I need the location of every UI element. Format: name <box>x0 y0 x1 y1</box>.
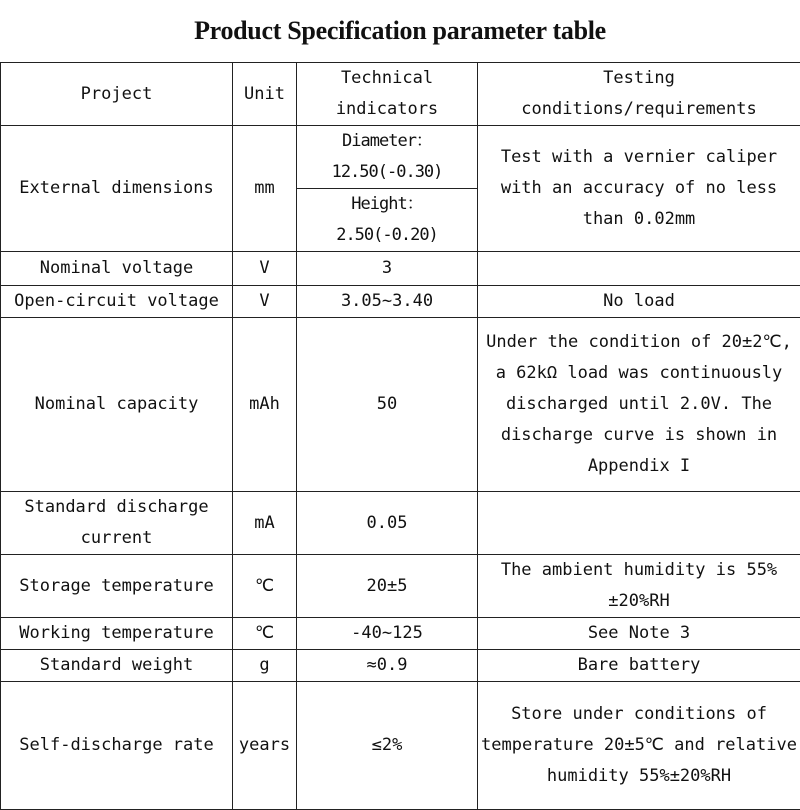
cell-testing: The ambient humidity is 55%±20%RH <box>478 555 800 618</box>
cell-project: Storage temperature <box>1 555 233 618</box>
table-row <box>1 650 800 682</box>
cell-value: 3.05~3.40 <box>297 286 478 318</box>
table-row <box>1 492 800 555</box>
cell-project: Standard weight <box>1 650 233 682</box>
header-unit: Unit <box>233 63 297 126</box>
cell-value: 0.05 <box>297 492 478 555</box>
table-row <box>1 555 800 618</box>
cell-value: ≈0.9 <box>297 650 478 682</box>
cell-value: 50 <box>297 318 478 492</box>
cell-unit: ℃ <box>233 555 297 618</box>
cell-testing: No load <box>478 286 800 318</box>
cell-testing: Test with a vernier caliper with an accuracy of no less than 0.02mm <box>478 126 800 252</box>
table-row <box>1 286 800 318</box>
header-technical: Technical indicators <box>297 63 478 126</box>
cell-value: -40~125 <box>297 618 478 650</box>
cell-value: 3 <box>297 252 478 286</box>
table-row <box>1 252 800 286</box>
cell-testing: Bare battery <box>478 650 800 682</box>
cell-value: ≤2% <box>297 682 478 810</box>
cell-project: Nominal voltage <box>1 252 233 286</box>
page-title: Product Specification parameter table <box>0 0 800 62</box>
cell-diameter: Diameter：12.50(-0.30) <box>297 126 478 189</box>
cell-testing <box>478 492 800 555</box>
spec-table <box>0 62 800 810</box>
cell-unit: mAh <box>233 318 297 492</box>
cell-testing <box>478 252 800 286</box>
cell-testing: See Note 3 <box>478 618 800 650</box>
cell-unit: mm <box>233 126 297 252</box>
cell-project: Open-circuit voltage <box>1 286 233 318</box>
cell-testing: Store under conditions of temperature 20±5℃ and relative humidity 55%±20%RH <box>478 682 800 810</box>
cell-unit: g <box>233 650 297 682</box>
table-row <box>1 318 800 492</box>
cell-unit: ℃ <box>233 618 297 650</box>
header-project: Project <box>1 63 233 126</box>
cell-unit: V <box>233 252 297 286</box>
header-testing: Testing conditions/requirements <box>478 63 800 126</box>
cell-project: Self-discharge rate <box>1 682 233 810</box>
table-header-row <box>1 63 800 126</box>
cell-project: Working temperature <box>1 618 233 650</box>
table-row <box>1 126 800 189</box>
table-row <box>1 682 800 810</box>
cell-height: Height： 2.50(-0.20) <box>297 189 478 252</box>
cell-project: External dimensions <box>1 126 233 252</box>
cell-unit: mA <box>233 492 297 555</box>
cell-project: Nominal capacity <box>1 318 233 492</box>
cell-unit: V <box>233 286 297 318</box>
cell-unit: years <box>233 682 297 810</box>
table-row <box>1 618 800 650</box>
cell-testing: Under the condition of 20±2℃, a 62kΩ load was continuously discharged until 2.0V. The discharge curve is shown in Appendix I <box>478 318 800 492</box>
cell-value: 20±5 <box>297 555 478 618</box>
cell-project: Standard discharge current <box>1 492 233 555</box>
